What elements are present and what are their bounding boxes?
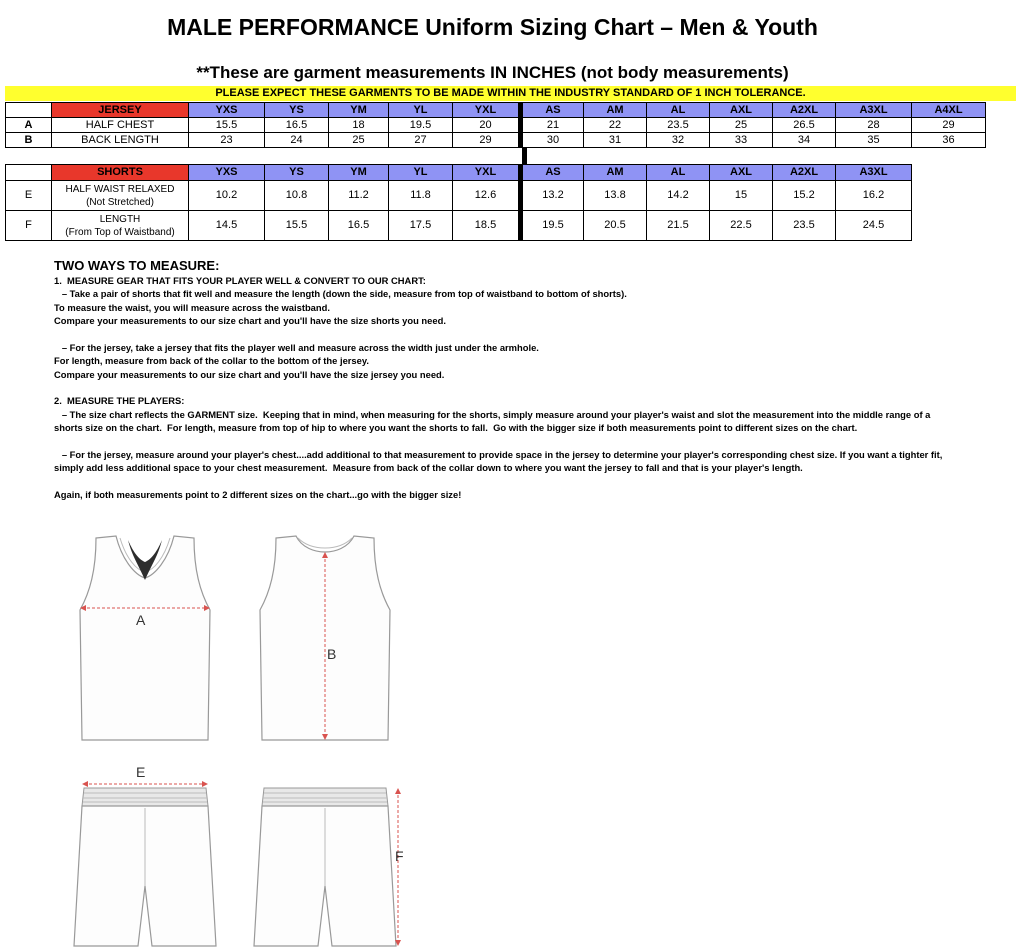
table-cell: 15.5 xyxy=(189,118,265,133)
table-cell: 20.5 xyxy=(584,211,647,241)
table-cell: 11.8 xyxy=(389,181,453,211)
size-header: AM xyxy=(584,103,647,118)
row-label xyxy=(52,181,189,211)
jersey-size-table xyxy=(5,102,986,148)
size-header: YS xyxy=(265,103,329,118)
size-header: AM xyxy=(584,165,647,181)
shorts-row-half-waist xyxy=(6,181,912,211)
dimension-label-a: A xyxy=(136,612,146,628)
size-header: YXL xyxy=(453,165,521,181)
table-cell: 10.8 xyxy=(265,181,329,211)
instruction-paragraph: – For the jersey, measure around your player's chest....add additional to that measurement to provide space in the jersey to determine your player's corresponding chest size. If you want a tighter fit, simply add less additional space to your chest measurement. Measure from back of the collar down to where you want the jersey to fall and that is your player's length. xyxy=(54,448,945,473)
table-cell: 13.2 xyxy=(521,181,584,211)
size-header: YS xyxy=(265,165,329,181)
table-cell: 34 xyxy=(773,133,836,148)
table-cell: 28 xyxy=(836,118,912,133)
blank-cell xyxy=(6,103,52,118)
table-cell: 12.6 xyxy=(453,181,521,211)
table-cell: 16.5 xyxy=(265,118,329,133)
shorts-front-diagram xyxy=(60,778,230,948)
table-cell: 31 xyxy=(584,133,647,148)
instruction-line: To measure the waist, you will measure across the waistband. xyxy=(54,301,330,313)
row-label-line1: HALF WAIST RELAXED xyxy=(65,183,175,195)
size-header: YXS xyxy=(189,165,265,181)
table-cell: 13.8 xyxy=(584,181,647,211)
jersey-header-label: JERSEY xyxy=(52,103,189,118)
instruction-line: – Take a pair of shorts that fit well and measure the length (down the side, measure from top of waistband to bottom of shorts). xyxy=(54,288,627,299)
table-cell: 17.5 xyxy=(389,211,453,241)
size-header: AS xyxy=(521,103,584,118)
table-cell: 18 xyxy=(329,118,389,133)
table-cell: 14.2 xyxy=(647,181,710,211)
size-header: A2XL xyxy=(773,103,836,118)
shorts-header-row xyxy=(6,165,912,181)
jersey-header-row xyxy=(6,103,986,118)
shorts-header-label: SHORTS xyxy=(52,165,189,181)
dimension-label-f: F xyxy=(395,848,404,864)
row-letter: B xyxy=(6,133,52,148)
size-header: AXL xyxy=(710,165,773,181)
instruction-line: Compare your measurements to our size chart and you'll have the size jersey you need. xyxy=(54,368,445,380)
row-letter: F xyxy=(6,211,52,241)
shorts-size-table xyxy=(5,164,912,241)
row-label: HALF CHEST xyxy=(52,118,189,133)
instructions-heading: TWO WAYS TO MEASURE: xyxy=(54,258,220,273)
table-cell: 20 xyxy=(453,118,521,133)
size-header: YM xyxy=(329,103,389,118)
table-cell: 16.2 xyxy=(836,181,912,211)
table-cell: 21.5 xyxy=(647,211,710,241)
measuring-instructions xyxy=(54,259,954,501)
table-cell: 23.5 xyxy=(773,211,836,241)
table-cell: 18.5 xyxy=(453,211,521,241)
table-cell: 25 xyxy=(710,118,773,133)
shorts-row-length xyxy=(6,211,912,241)
table-cell: 23 xyxy=(189,133,265,148)
blank-cell xyxy=(6,165,52,181)
table-cell: 35 xyxy=(836,133,912,148)
page-subtitle: **These are garment measurements IN INCHES (not body measurements) xyxy=(196,63,789,82)
instruction-line: – For the jersey, take a jersey that fits the player well and measure across the width just under the armhole. xyxy=(54,341,539,353)
size-header: YL xyxy=(389,103,453,118)
row-label: BACK LENGTH xyxy=(52,133,189,148)
instruction-line: For length, measure from back of the collar to the bottom of the jersey. xyxy=(54,355,369,366)
table-cell: 32 xyxy=(647,133,710,148)
table-cell: 16.5 xyxy=(329,211,389,241)
jersey-row-back-length xyxy=(6,133,986,148)
table-cell: 15.2 xyxy=(773,181,836,211)
table-cell: 36 xyxy=(912,133,986,148)
page-title: MALE PERFORMANCE Uniform Sizing Chart – Men & Youth xyxy=(167,14,818,40)
instruction-line: Compare your measurements to our size chart and you'll have the size shorts you need. xyxy=(54,315,446,326)
tolerance-banner: PLEASE EXPECT THESE GARMENTS TO BE MADE WITHIN THE INDUSTRY STANDARD OF 1 INCH TOLERANCE. xyxy=(5,86,1016,101)
table-cell: 25 xyxy=(329,133,389,148)
jersey-front-diagram xyxy=(60,530,230,750)
row-letter: E xyxy=(6,181,52,211)
table-cell: 30 xyxy=(521,133,584,148)
table-cell: 22.5 xyxy=(710,211,773,241)
table-cell: 19.5 xyxy=(389,118,453,133)
jersey-row-half-chest xyxy=(6,118,986,133)
table-cell: 33 xyxy=(710,133,773,148)
size-header: YXS xyxy=(189,103,265,118)
table-cell: 19.5 xyxy=(521,211,584,241)
table-cell: 21 xyxy=(521,118,584,133)
table-cell: 29 xyxy=(912,118,986,133)
table-cell: 15.5 xyxy=(265,211,329,241)
table-cell: 22 xyxy=(584,118,647,133)
size-header: YL xyxy=(389,165,453,181)
dimension-label-b: B xyxy=(327,646,337,662)
section-1-title: 1. MEASURE GEAR THAT FITS YOUR PLAYER WELL & CONVERT TO OUR CHART: xyxy=(54,274,426,286)
dimension-label-e: E xyxy=(136,764,146,780)
jersey-back-diagram xyxy=(240,530,410,750)
section-2-title: 2. MEASURE THE PLAYERS: xyxy=(54,395,185,406)
instruction-line: Again, if both measurements point to 2 different sizes on the chart...go with the bigger size! xyxy=(54,488,462,500)
table-cell: 29 xyxy=(453,133,521,148)
size-header: AXL xyxy=(710,103,773,118)
table-cell: 15 xyxy=(710,181,773,211)
size-header: A3XL xyxy=(836,103,912,118)
instruction-paragraph: – The size chart reflects the GARMENT size. Keeping that in mind, when measuring for the shorts, simply measure around your player's waist and slot the measurement into the middle range of a shorts size on the chart. For length, measure from top of hip to where you want the shorts to fall. Go with the bigger size if both measurements point to different sizes on the chart. xyxy=(54,408,934,433)
row-label xyxy=(52,211,189,241)
row-letter: A xyxy=(6,118,52,133)
size-header: AS xyxy=(521,165,584,181)
table-cell: 10.2 xyxy=(189,181,265,211)
table-cell: 26.5 xyxy=(773,118,836,133)
size-header: YM xyxy=(329,165,389,181)
table-cell: 24 xyxy=(265,133,329,148)
size-header: YXL xyxy=(453,103,521,118)
row-label-line2: (Not Stretched) xyxy=(86,196,154,208)
table-cell: 27 xyxy=(389,133,453,148)
table-cell: 11.2 xyxy=(329,181,389,211)
row-label-line1: LENGTH xyxy=(99,213,141,225)
size-header: A3XL xyxy=(836,165,912,181)
table-cell: 24.5 xyxy=(836,211,912,241)
section-divider xyxy=(522,147,527,165)
size-header: AL xyxy=(647,103,710,118)
table-cell: 14.5 xyxy=(189,211,265,241)
size-header: A4XL xyxy=(912,103,986,118)
table-cell: 23.5 xyxy=(647,118,710,133)
size-header: A2XL xyxy=(773,165,836,181)
row-label-line2: (From Top of Waistband) xyxy=(65,226,175,238)
size-header: AL xyxy=(647,165,710,181)
